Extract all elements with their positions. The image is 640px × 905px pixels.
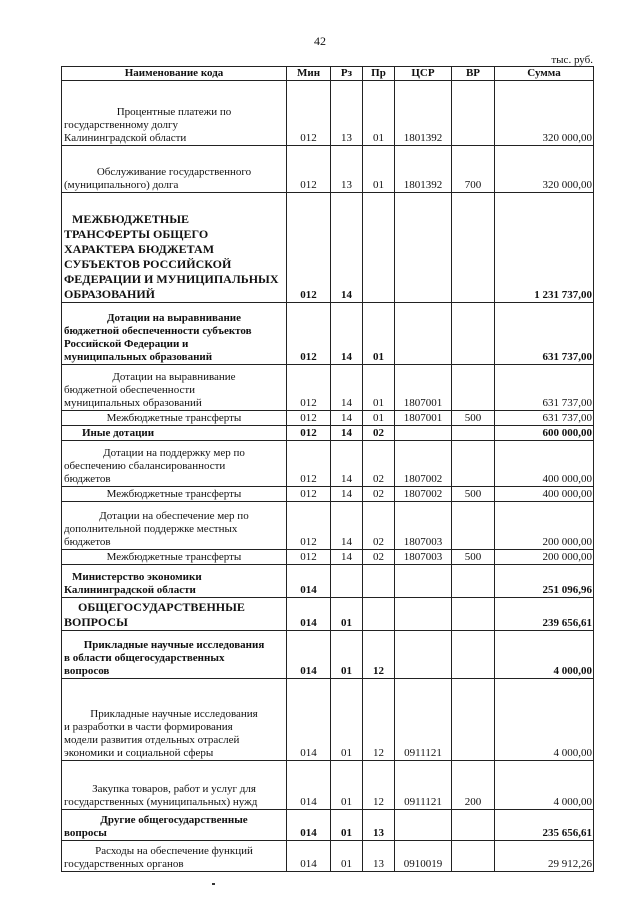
row-name [62, 550, 287, 565]
name-line: бюджетной обеспеченности [64, 384, 196, 396]
row-min: 012 [287, 550, 331, 565]
row-sum: 4 000,00 [495, 761, 594, 810]
name-line: Обслуживание государственного [96, 166, 252, 178]
header-sum: Сумма [495, 67, 594, 81]
row-name [62, 810, 287, 841]
row-name [62, 426, 287, 441]
name-line: Российской Федерации и [64, 338, 189, 350]
row-vr [452, 193, 495, 303]
row-vr [452, 426, 495, 441]
row-rz: 01 [331, 810, 363, 841]
row-name [62, 598, 287, 631]
name-line: Дотации на обеспечение мер по [99, 510, 249, 522]
row-vr: 200 [452, 761, 495, 810]
row-min: 012 [287, 487, 331, 502]
row-min: 014 [287, 565, 331, 598]
row-rz: 14 [331, 411, 363, 426]
name-line: Дотации на выравнивание [112, 371, 236, 383]
row-vr [452, 502, 495, 550]
name-line: Расходы на обеспечение функций [95, 845, 253, 857]
name-line: МЕЖБЮДЖЕТНЫЕ [72, 212, 189, 226]
name-line: ФЕДЕРАЦИИ И МУНИЦИПАЛЬНЫХ [64, 272, 279, 286]
row-sum: 251 096,96 [495, 565, 594, 598]
row-pr: 13 [363, 810, 395, 841]
row-csr: 0910019 [395, 841, 452, 872]
table-row [62, 411, 594, 426]
row-rz: 01 [331, 679, 363, 761]
name-line: государственных органов [64, 858, 184, 870]
name-line: вопросов [64, 665, 110, 677]
name-line: ТРАНСФЕРТЫ ОБЩЕГО [64, 227, 209, 241]
table-row [62, 841, 594, 872]
row-rz: 01 [331, 631, 363, 679]
row-rz: 14 [331, 426, 363, 441]
row-pr: 02 [363, 426, 395, 441]
header-min: Мин [287, 67, 331, 81]
row-name [62, 365, 287, 411]
row-csr: 0911121 [395, 761, 452, 810]
table-row [62, 487, 594, 502]
row-sum: 200 000,00 [495, 502, 594, 550]
row-min: 012 [287, 146, 331, 193]
row-csr: 1807003 [395, 502, 452, 550]
name-line: и разработки в части формирования [64, 721, 233, 733]
row-csr [395, 810, 452, 841]
table-row [62, 550, 594, 565]
table-row [62, 598, 594, 631]
row-pr [363, 598, 395, 631]
row-sum: 200 000,00 [495, 550, 594, 565]
name-line: Калининградской области [64, 584, 196, 596]
row-rz: 14 [331, 193, 363, 303]
row-name [62, 679, 287, 761]
row-csr [395, 193, 452, 303]
name-line: Межбюджетные трансферты [106, 488, 242, 500]
name-line: Межбюджетные трансферты [106, 412, 242, 424]
row-vr: 500 [452, 487, 495, 502]
name-line: ВОПРОСЫ [64, 615, 128, 629]
name-line: государственных (муниципальных) нужд [64, 796, 258, 808]
row-min: 012 [287, 426, 331, 441]
row-rz: 14 [331, 441, 363, 487]
table-row [62, 81, 594, 146]
budget-table [61, 66, 594, 872]
header-vr: ВР [452, 67, 495, 81]
name-line: Дотации на выравнивание [106, 312, 242, 324]
row-name [62, 411, 287, 426]
row-rz: 13 [331, 81, 363, 146]
row-pr [363, 565, 395, 598]
row-rz: 01 [331, 598, 363, 631]
name-line: Министерство экономики [72, 571, 202, 583]
table-row [62, 810, 594, 841]
row-csr [395, 631, 452, 679]
row-min: 012 [287, 502, 331, 550]
row-csr: 1801392 [395, 81, 452, 146]
row-pr: 02 [363, 487, 395, 502]
row-vr [452, 365, 495, 411]
name-line: бюджетов [64, 536, 111, 548]
row-vr [452, 303, 495, 365]
row-name [62, 487, 287, 502]
row-name [62, 193, 287, 303]
row-pr: 12 [363, 761, 395, 810]
row-pr: 01 [363, 303, 395, 365]
table-row [62, 565, 594, 598]
row-min: 014 [287, 841, 331, 872]
row-min: 012 [287, 365, 331, 411]
row-sum: 400 000,00 [495, 487, 594, 502]
row-pr: 12 [363, 631, 395, 679]
row-pr: 12 [363, 679, 395, 761]
row-csr: 1807001 [395, 411, 452, 426]
row-sum: 631 737,00 [495, 303, 594, 365]
row-vr [452, 810, 495, 841]
row-sum: 631 737,00 [495, 411, 594, 426]
name-line: Другие общегосударственные [100, 814, 248, 826]
row-name [62, 761, 287, 810]
row-rz: 14 [331, 365, 363, 411]
table-row [62, 679, 594, 761]
row-name [62, 81, 287, 146]
row-min: 012 [287, 303, 331, 365]
name-line: Калининградской области [64, 132, 187, 144]
row-pr: 01 [363, 81, 395, 146]
row-pr: 01 [363, 365, 395, 411]
row-csr: 1801392 [395, 146, 452, 193]
header-name: Наименование кода [62, 67, 287, 81]
name-line: муниципальных образований [64, 397, 202, 409]
name-line: в области общегосударственных [64, 652, 225, 664]
row-name [62, 502, 287, 550]
row-vr [452, 81, 495, 146]
row-csr: 0911121 [395, 679, 452, 761]
table-row [62, 426, 594, 441]
row-min: 014 [287, 761, 331, 810]
name-line: государственному долгу [64, 119, 178, 131]
row-sum: 4 000,00 [495, 679, 594, 761]
row-vr: 500 [452, 411, 495, 426]
table-row [62, 631, 594, 679]
row-csr: 1807003 [395, 550, 452, 565]
name-line: вопросы [64, 827, 107, 839]
name-line: Закупка товаров, работ и услуг для [92, 783, 256, 795]
row-rz [331, 565, 363, 598]
row-pr: 01 [363, 411, 395, 426]
table-row [62, 502, 594, 550]
row-sum: 600 000,00 [495, 426, 594, 441]
scan-speck [212, 883, 215, 885]
name-line: Прикладные научные исследования [83, 639, 265, 651]
row-pr: 02 [363, 550, 395, 565]
header-csr: ЦСР [395, 67, 452, 81]
row-rz: 01 [331, 841, 363, 872]
row-csr [395, 426, 452, 441]
row-name [62, 631, 287, 679]
row-name [62, 303, 287, 365]
row-vr [452, 679, 495, 761]
row-min: 014 [287, 810, 331, 841]
row-pr: 13 [363, 841, 395, 872]
row-rz: 14 [331, 303, 363, 365]
name-line: экономики и социальной сферы [64, 747, 214, 759]
table-row [62, 441, 594, 487]
row-name [62, 841, 287, 872]
row-sum: 320 000,00 [495, 81, 594, 146]
row-sum: 235 656,61 [495, 810, 594, 841]
row-rz: 14 [331, 502, 363, 550]
row-csr: 1807002 [395, 441, 452, 487]
name-line: бюджетов [64, 473, 111, 485]
name-line: Дотации на поддержку мер по [103, 447, 245, 459]
name-line: ОБРАЗОВАНИЙ [64, 287, 156, 301]
row-vr [452, 841, 495, 872]
name-line: Межбюджетные трансферты [106, 551, 242, 563]
name-line: обеспечению сбалансированности [64, 460, 226, 472]
row-vr: 700 [452, 146, 495, 193]
table-header-row [62, 67, 594, 81]
page-number: 42 [314, 34, 326, 48]
row-sum: 1 231 737,00 [495, 193, 594, 303]
row-csr: 1807002 [395, 487, 452, 502]
name-line: ХАРАКТЕРА БЮДЖЕТАМ [64, 242, 215, 256]
row-min: 012 [287, 411, 331, 426]
row-pr: 02 [363, 441, 395, 487]
row-sum: 400 000,00 [495, 441, 594, 487]
row-name [62, 146, 287, 193]
name-line: (муниципального) долга [64, 179, 179, 191]
row-vr [452, 598, 495, 631]
row-sum: 239 656,61 [495, 598, 594, 631]
table-row [62, 303, 594, 365]
units-label: тыс. руб. [551, 54, 593, 66]
row-name [62, 565, 287, 598]
row-csr: 1807001 [395, 365, 452, 411]
name-line: Процентные платежи по [116, 106, 232, 118]
row-vr [452, 631, 495, 679]
row-min: 014 [287, 598, 331, 631]
row-min: 012 [287, 193, 331, 303]
name-line: СУБЪЕКТОВ РОССИЙСКОЙ [64, 257, 232, 271]
row-vr [452, 441, 495, 487]
name-line: дополнительной поддержке местных [64, 523, 238, 535]
row-rz: 14 [331, 550, 363, 565]
row-sum: 4 000,00 [495, 631, 594, 679]
row-pr [363, 193, 395, 303]
name-line: Прикладные научные исследования [90, 708, 258, 720]
row-rz: 13 [331, 146, 363, 193]
table-row [62, 193, 594, 303]
table-row [62, 365, 594, 411]
table-row [62, 146, 594, 193]
row-vr: 500 [452, 550, 495, 565]
header-rz: Рз [331, 67, 363, 81]
row-pr: 02 [363, 502, 395, 550]
row-vr [452, 565, 495, 598]
name-line: ОБЩЕГОСУДАРСТВЕННЫЕ [78, 600, 245, 614]
row-rz: 01 [331, 761, 363, 810]
row-name [62, 441, 287, 487]
row-min: 014 [287, 631, 331, 679]
row-sum: 631 737,00 [495, 365, 594, 411]
row-csr [395, 565, 452, 598]
table-row [62, 761, 594, 810]
name-line: Иные дотации [82, 427, 155, 439]
name-line: модели развития отдельных отраслей [64, 734, 240, 746]
row-csr [395, 303, 452, 365]
name-line: бюджетной обеспеченности субъектов [64, 325, 252, 337]
name-line: муниципальных образований [64, 351, 213, 363]
row-sum: 29 912,26 [495, 841, 594, 872]
row-pr: 01 [363, 146, 395, 193]
header-pr: Пр [363, 67, 395, 81]
row-min: 014 [287, 679, 331, 761]
row-rz: 14 [331, 487, 363, 502]
row-min: 012 [287, 81, 331, 146]
row-sum: 320 000,00 [495, 146, 594, 193]
row-min: 012 [287, 441, 331, 487]
row-csr [395, 598, 452, 631]
